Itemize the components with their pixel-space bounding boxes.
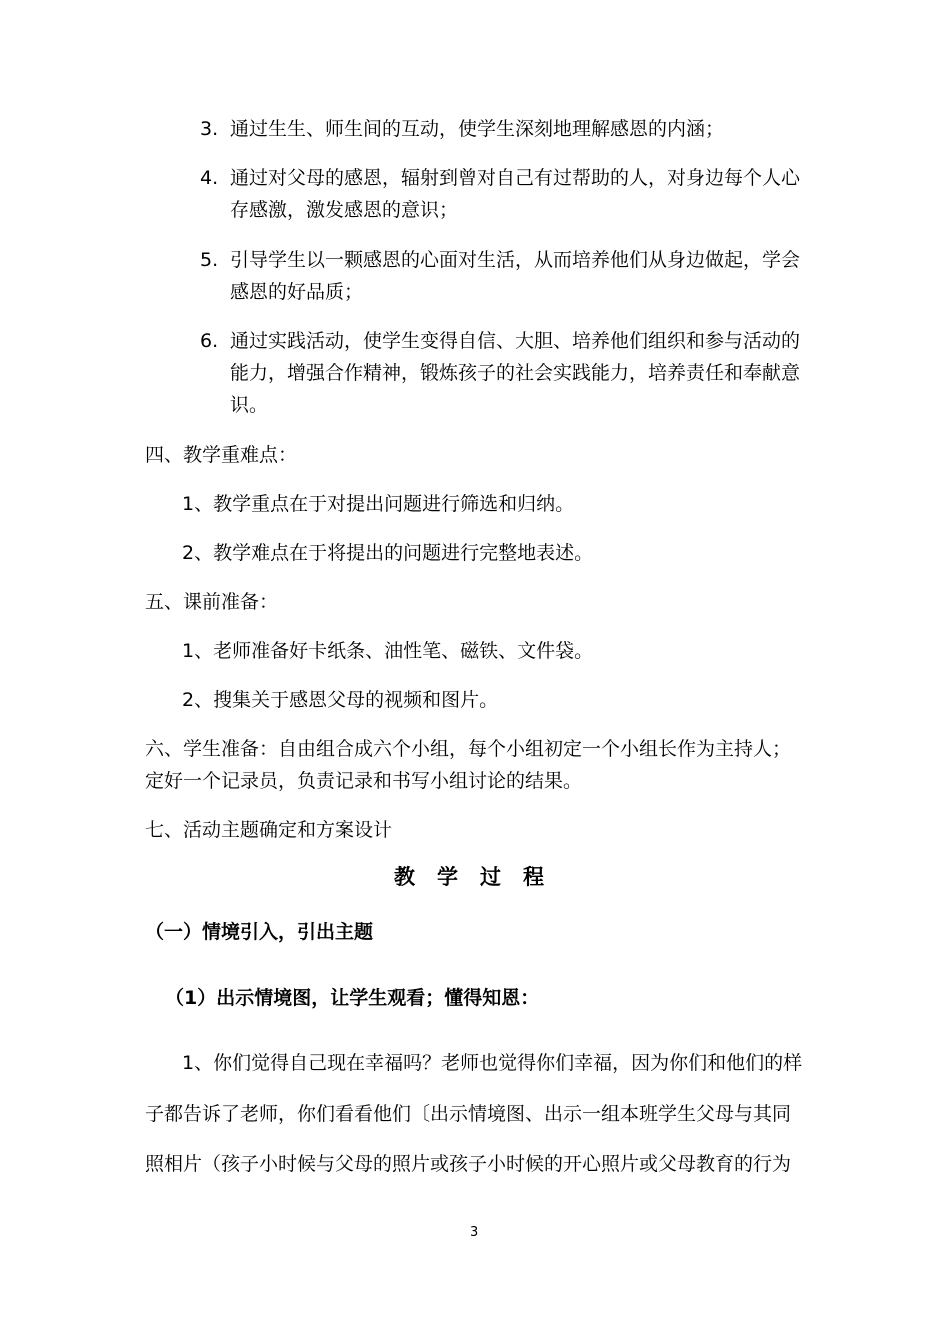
goal-number: 5.: [200, 249, 219, 271]
goal-text: 通过实践活动，使学生变得自信、大胆、培养他们组织和参与活动的: [230, 330, 801, 352]
goal-number: 3.: [200, 118, 219, 140]
goal-text: 能力，增强合作精神，锻炼孩子的社会实践能力，培养责任和奉献意: [230, 362, 801, 384]
paragraph-line: 照相片（孩子小时候与父母的照片或孩子小时候的开心照片或父母教育的行为: [145, 1153, 792, 1175]
sub-heading: （1）出示情境图，让学生观看；懂得知恩：: [165, 987, 540, 1009]
section-student-preparation: 六、学生准备：自由组合成六个小组，每个小组初定一个小组长作为主持人；: [145, 738, 792, 760]
goal-text: 感恩的好品质；: [230, 281, 364, 303]
section-heading-activity-design: 七、活动主题确定和方案设计: [145, 819, 393, 841]
section-heading-preparation: 五、课前准备：: [145, 591, 279, 613]
goal-text: 引导学生以一颗感恩的心面对生活，从而培养他们从身边做起，学会: [230, 249, 801, 271]
goal-number: 6.: [200, 330, 219, 352]
goal-text: 存感激，激发感恩的意识；: [230, 199, 459, 221]
list-item: 2、搜集关于感恩父母的视频和图片。: [182, 689, 499, 711]
page-title: 教学过程: [394, 865, 566, 889]
part-heading: （一）情境引入，引出主题: [145, 921, 374, 943]
paragraph-line: 1、你们觉得自己现在幸福吗？老师也觉得你们幸福，因为你们和他们的样: [182, 1052, 803, 1074]
goal-text: 通过生生、师生间的互动，使学生深刻地理解感恩的内涵；: [230, 118, 725, 140]
page-number: 3: [470, 1225, 479, 1240]
goal-text: 通过对父母的感恩，辐射到曾对自己有过帮助的人，对身边每个人心: [230, 167, 801, 189]
list-item: 1、教学重点在于对提出问题进行筛选和归纳。: [182, 493, 575, 515]
list-item: 1、老师准备好卡纸条、油性笔、磁铁、文件袋。: [182, 640, 594, 662]
goal-number: 4.: [200, 167, 219, 189]
section-heading-key-points: 四、教学重难点：: [145, 444, 298, 466]
paragraph-line: 子都告诉了老师，你们看看他们〔出示情境图、出示一组本班学生父母与其同: [145, 1103, 792, 1125]
goal-text: 识。: [230, 394, 269, 416]
section-student-preparation-cont: 定好一个记录员，负责记录和书写小组讨论的结果。: [145, 770, 583, 792]
list-item: 2、教学难点在于将提出的问题进行完整地表述。: [182, 542, 594, 564]
